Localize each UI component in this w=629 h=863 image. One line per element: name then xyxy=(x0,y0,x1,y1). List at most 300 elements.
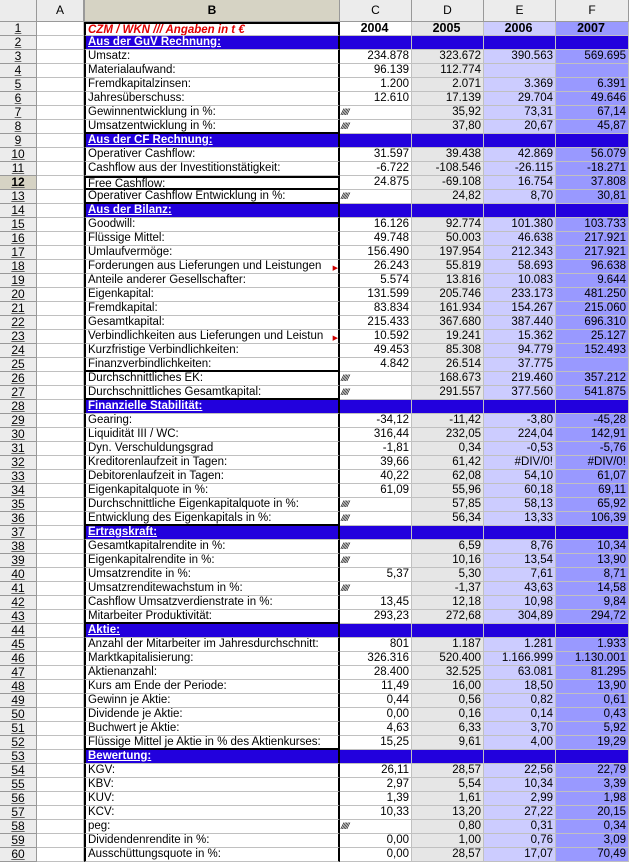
value-cell-2004[interactable]: 31.597 xyxy=(340,148,412,162)
value-cell-2005[interactable]: 28,57 xyxy=(412,848,484,862)
value-cell-2005[interactable]: 232,05 xyxy=(412,428,484,442)
cell[interactable] xyxy=(37,694,84,708)
cell[interactable] xyxy=(37,778,84,792)
row-label[interactable] xyxy=(84,274,340,288)
cell[interactable] xyxy=(37,274,84,288)
value-cell-2004[interactable]: ///// xyxy=(340,820,412,834)
cell[interactable] xyxy=(37,162,84,176)
row-header[interactable]: 8 xyxy=(0,120,37,134)
value-cell-2004[interactable]: 0,00 xyxy=(340,708,412,722)
row-header[interactable]: 13 xyxy=(0,190,37,204)
row-label[interactable] xyxy=(84,820,340,834)
value-cell-2004[interactable]: 156.490 xyxy=(340,246,412,260)
value-cell-2005[interactable]: 85.308 xyxy=(412,344,484,358)
row-header[interactable]: 27 xyxy=(0,386,37,400)
value-cell-2007[interactable]: 294,72 xyxy=(556,610,629,624)
value-cell-2007[interactable]: 81.295 xyxy=(556,666,629,680)
cell[interactable] xyxy=(37,50,84,64)
row-header[interactable]: 18 xyxy=(0,260,37,274)
column-header-f[interactable]: F xyxy=(556,0,629,22)
value-cell-2006[interactable] xyxy=(484,204,556,218)
row-label[interactable] xyxy=(84,610,340,624)
row-header[interactable]: 38 xyxy=(0,540,37,554)
value-cell-2005[interactable]: 0,56 xyxy=(412,694,484,708)
row-header[interactable]: 21 xyxy=(0,302,37,316)
value-cell-2007[interactable]: 37.808 xyxy=(556,176,629,190)
row-header[interactable]: 33 xyxy=(0,470,37,484)
value-cell-2004[interactable]: 0,00 xyxy=(340,848,412,862)
column-header-a[interactable]: A xyxy=(37,0,84,22)
row-header[interactable]: 46 xyxy=(0,652,37,666)
cell[interactable] xyxy=(37,498,84,512)
row-label[interactable] xyxy=(84,470,340,484)
value-cell-2007[interactable]: 19,29 xyxy=(556,736,629,750)
value-cell-2006[interactable]: 0,82 xyxy=(484,694,556,708)
cell[interactable] xyxy=(37,666,84,680)
value-cell-2006[interactable]: 13,54 xyxy=(484,554,556,568)
section-label[interactable] xyxy=(84,526,340,540)
value-cell-2004[interactable]: 2,97 xyxy=(340,778,412,792)
row-label[interactable] xyxy=(84,176,340,190)
value-cell-2005[interactable]: 205.746 xyxy=(412,288,484,302)
value-cell-2004[interactable]: -1,81 xyxy=(340,442,412,456)
value-cell-2005[interactable] xyxy=(412,526,484,540)
row-label[interactable] xyxy=(84,442,340,456)
value-cell-2005[interactable] xyxy=(412,36,484,50)
cell[interactable] xyxy=(37,834,84,848)
row-header[interactable]: 57 xyxy=(0,806,37,820)
row-header[interactable]: 40 xyxy=(0,568,37,582)
value-cell-2005[interactable]: 1,00 xyxy=(412,834,484,848)
cell[interactable] xyxy=(37,260,84,274)
value-cell-2006[interactable]: 60,18 xyxy=(484,484,556,498)
value-cell-2006[interactable]: 390.563 xyxy=(484,50,556,64)
cell[interactable] xyxy=(37,792,84,806)
row-header[interactable]: 23 xyxy=(0,330,37,344)
value-cell-2006[interactable]: 37.775 xyxy=(484,358,556,372)
value-cell-2005[interactable]: -1,37 xyxy=(412,582,484,596)
row-label[interactable] xyxy=(84,316,340,330)
value-cell-2006[interactable]: 17,07 xyxy=(484,848,556,862)
row-header[interactable]: 53 xyxy=(0,750,37,764)
value-cell-2006[interactable]: 1.281 xyxy=(484,638,556,652)
cell[interactable] xyxy=(37,708,84,722)
row-label[interactable] xyxy=(84,92,340,106)
year-header-2005[interactable]: 2005 xyxy=(412,22,484,36)
row-label[interactable] xyxy=(84,456,340,470)
value-cell-2004[interactable]: 15,25 xyxy=(340,736,412,750)
section-label[interactable] xyxy=(84,624,340,638)
value-cell-2005[interactable]: 12,18 xyxy=(412,596,484,610)
value-cell-2005[interactable] xyxy=(412,134,484,148)
value-cell-2006[interactable]: 4,00 xyxy=(484,736,556,750)
value-cell-2005[interactable]: 323.672 xyxy=(412,50,484,64)
cell[interactable] xyxy=(37,596,84,610)
value-cell-2007[interactable]: 0,43 xyxy=(556,708,629,722)
row-header[interactable]: 7 xyxy=(0,106,37,120)
value-cell-2005[interactable]: -108.546 xyxy=(412,162,484,176)
row-label[interactable] xyxy=(84,78,340,92)
row-header[interactable]: 52 xyxy=(0,736,37,750)
row-header[interactable]: 37 xyxy=(0,526,37,540)
value-cell-2006[interactable]: 387.440 xyxy=(484,316,556,330)
value-cell-2004[interactable]: 10.592 xyxy=(340,330,412,344)
value-cell-2007[interactable]: 13,90 xyxy=(556,680,629,694)
value-cell-2007[interactable]: -5,76 xyxy=(556,442,629,456)
value-cell-2005[interactable]: 56,34 xyxy=(412,512,484,526)
value-cell-2004[interactable] xyxy=(340,750,412,764)
value-cell-2005[interactable]: 26.514 xyxy=(412,358,484,372)
value-cell-2004[interactable] xyxy=(340,204,412,218)
value-cell-2007[interactable]: 49.646 xyxy=(556,92,629,106)
value-cell-2005[interactable]: -69.108 xyxy=(412,176,484,190)
cell[interactable] xyxy=(37,316,84,330)
row-header[interactable]: 19 xyxy=(0,274,37,288)
row-header[interactable]: 59 xyxy=(0,834,37,848)
value-cell-2005[interactable]: 0,80 xyxy=(412,820,484,834)
row-header[interactable]: 32 xyxy=(0,456,37,470)
row-header[interactable]: 6 xyxy=(0,92,37,106)
column-header-c[interactable]: C xyxy=(340,0,412,22)
value-cell-2006[interactable] xyxy=(484,134,556,148)
value-cell-2006[interactable]: 7,61 xyxy=(484,568,556,582)
value-cell-2007[interactable] xyxy=(556,64,629,78)
cell[interactable] xyxy=(37,722,84,736)
cell[interactable] xyxy=(37,218,84,232)
cell[interactable] xyxy=(37,344,84,358)
value-cell-2006[interactable]: 101.380 xyxy=(484,218,556,232)
value-cell-2005[interactable]: 55,96 xyxy=(412,484,484,498)
row-header[interactable]: 2 xyxy=(0,36,37,50)
row-header[interactable]: 1 xyxy=(0,22,37,36)
value-cell-2005[interactable]: 9,61 xyxy=(412,736,484,750)
column-header-e[interactable]: E xyxy=(484,0,556,22)
value-cell-2004[interactable]: ///// xyxy=(340,512,412,526)
value-cell-2004[interactable]: ///// xyxy=(340,554,412,568)
section-label[interactable] xyxy=(84,750,340,764)
value-cell-2005[interactable]: 6,59 xyxy=(412,540,484,554)
value-cell-2004[interactable] xyxy=(340,400,412,414)
cell[interactable] xyxy=(37,330,84,344)
row-label[interactable] xyxy=(84,568,340,582)
row-header[interactable]: 15 xyxy=(0,218,37,232)
cell[interactable] xyxy=(37,736,84,750)
value-cell-2006[interactable]: 29.704 xyxy=(484,92,556,106)
cell[interactable] xyxy=(37,652,84,666)
value-cell-2007[interactable]: 45,87 xyxy=(556,120,629,134)
value-cell-2004[interactable]: 131.599 xyxy=(340,288,412,302)
value-cell-2004[interactable]: 1.200 xyxy=(340,78,412,92)
row-header[interactable]: 49 xyxy=(0,694,37,708)
value-cell-2006[interactable]: 0,31 xyxy=(484,820,556,834)
cell[interactable] xyxy=(37,848,84,862)
row-header[interactable]: 56 xyxy=(0,792,37,806)
cell[interactable] xyxy=(37,134,84,148)
value-cell-2006[interactable] xyxy=(484,400,556,414)
value-cell-2005[interactable]: 291.557 xyxy=(412,386,484,400)
value-cell-2004[interactable]: 16.126 xyxy=(340,218,412,232)
cell[interactable] xyxy=(37,288,84,302)
row-label[interactable] xyxy=(84,344,340,358)
value-cell-2004[interactable]: 40,22 xyxy=(340,470,412,484)
value-cell-2004[interactable]: ///// xyxy=(340,106,412,120)
row-label[interactable] xyxy=(84,708,340,722)
value-cell-2004[interactable] xyxy=(340,36,412,50)
row-header[interactable]: 16 xyxy=(0,232,37,246)
row-label[interactable] xyxy=(84,50,340,64)
row-header[interactable]: 50 xyxy=(0,708,37,722)
value-cell-2005[interactable]: 13,20 xyxy=(412,806,484,820)
value-cell-2007[interactable] xyxy=(556,400,629,414)
value-cell-2004[interactable]: 4,63 xyxy=(340,722,412,736)
value-cell-2005[interactable]: 5,54 xyxy=(412,778,484,792)
value-cell-2006[interactable]: 3.369 xyxy=(484,78,556,92)
cell[interactable] xyxy=(37,638,84,652)
cell[interactable] xyxy=(37,680,84,694)
value-cell-2007[interactable] xyxy=(556,358,629,372)
row-header[interactable]: 25 xyxy=(0,358,37,372)
value-cell-2005[interactable]: 28,57 xyxy=(412,764,484,778)
value-cell-2005[interactable]: 17.139 xyxy=(412,92,484,106)
value-cell-2007[interactable]: 10,34 xyxy=(556,540,629,554)
row-label[interactable] xyxy=(84,386,340,400)
value-cell-2007[interactable]: 217.921 xyxy=(556,232,629,246)
value-cell-2004[interactable]: 5.574 xyxy=(340,274,412,288)
row-label[interactable] xyxy=(84,218,340,232)
row-header[interactable]: 22 xyxy=(0,316,37,330)
row-label[interactable] xyxy=(84,652,340,666)
column-header-b[interactable]: B xyxy=(84,0,340,22)
cell[interactable] xyxy=(37,456,84,470)
value-cell-2004[interactable]: ///// xyxy=(340,498,412,512)
value-cell-2006[interactable]: 94.779 xyxy=(484,344,556,358)
row-header[interactable]: 26 xyxy=(0,372,37,386)
value-cell-2007[interactable]: 5,92 xyxy=(556,722,629,736)
value-cell-2005[interactable]: 197.954 xyxy=(412,246,484,260)
row-header[interactable]: 24 xyxy=(0,344,37,358)
value-cell-2006[interactable]: 46.638 xyxy=(484,232,556,246)
value-cell-2004[interactable]: 801 xyxy=(340,638,412,652)
value-cell-2007[interactable]: 0,61 xyxy=(556,694,629,708)
value-cell-2006[interactable]: 233.173 xyxy=(484,288,556,302)
row-label[interactable] xyxy=(84,554,340,568)
value-cell-2007[interactable]: 96.638 xyxy=(556,260,629,274)
value-cell-2006[interactable]: 10,34 xyxy=(484,778,556,792)
value-cell-2005[interactable]: 19.241 xyxy=(412,330,484,344)
value-cell-2004[interactable]: 10,33 xyxy=(340,806,412,820)
value-cell-2007[interactable]: 8,71 xyxy=(556,568,629,582)
cell[interactable] xyxy=(37,190,84,204)
value-cell-2006[interactable]: 304,89 xyxy=(484,610,556,624)
value-cell-2004[interactable]: 13,45 xyxy=(340,596,412,610)
value-cell-2007[interactable]: 357.212 xyxy=(556,372,629,386)
value-cell-2005[interactable]: 520.400 xyxy=(412,652,484,666)
value-cell-2006[interactable] xyxy=(484,750,556,764)
row-header[interactable]: 55 xyxy=(0,778,37,792)
value-cell-2006[interactable]: 3,70 xyxy=(484,722,556,736)
value-cell-2006[interactable] xyxy=(484,526,556,540)
row-label[interactable] xyxy=(84,582,340,596)
value-cell-2006[interactable]: 377.560 xyxy=(484,386,556,400)
value-cell-2007[interactable]: 569.695 xyxy=(556,50,629,64)
value-cell-2005[interactable]: 37,80 xyxy=(412,120,484,134)
cell[interactable] xyxy=(37,148,84,162)
value-cell-2004[interactable]: 83.834 xyxy=(340,302,412,316)
value-cell-2007[interactable]: 217.921 xyxy=(556,246,629,260)
row-label[interactable] xyxy=(84,666,340,680)
value-cell-2005[interactable]: 2.071 xyxy=(412,78,484,92)
value-cell-2004[interactable]: 4.842 xyxy=(340,358,412,372)
cell[interactable] xyxy=(37,22,84,36)
value-cell-2004[interactable]: 28.400 xyxy=(340,666,412,680)
cell[interactable] xyxy=(37,302,84,316)
value-cell-2004[interactable]: 11,49 xyxy=(340,680,412,694)
cell[interactable] xyxy=(37,442,84,456)
row-header[interactable]: 5 xyxy=(0,78,37,92)
value-cell-2004[interactable]: -6.722 xyxy=(340,162,412,176)
value-cell-2004[interactable]: 96.139 xyxy=(340,64,412,78)
cell[interactable] xyxy=(37,106,84,120)
row-header[interactable]: 42 xyxy=(0,596,37,610)
value-cell-2005[interactable]: 272,68 xyxy=(412,610,484,624)
row-header[interactable]: 44 xyxy=(0,624,37,638)
row-header[interactable]: 29 xyxy=(0,414,37,428)
value-cell-2007[interactable]: 1.933 xyxy=(556,638,629,652)
value-cell-2004[interactable] xyxy=(340,624,412,638)
value-cell-2007[interactable]: 3,39 xyxy=(556,778,629,792)
row-label[interactable] xyxy=(84,638,340,652)
row-label[interactable] xyxy=(84,246,340,260)
year-header-2006[interactable]: 2006 xyxy=(484,22,556,36)
value-cell-2004[interactable]: 215.433 xyxy=(340,316,412,330)
value-cell-2004[interactable]: 49.453 xyxy=(340,344,412,358)
value-cell-2006[interactable]: 27,22 xyxy=(484,806,556,820)
value-cell-2005[interactable]: 92.774 xyxy=(412,218,484,232)
value-cell-2007[interactable] xyxy=(556,750,629,764)
value-cell-2004[interactable] xyxy=(340,134,412,148)
row-label[interactable] xyxy=(84,358,340,372)
value-cell-2005[interactable]: 0,34 xyxy=(412,442,484,456)
value-cell-2004[interactable]: 26.243 xyxy=(340,260,412,274)
value-cell-2004[interactable]: 0,00 xyxy=(340,834,412,848)
row-label[interactable] xyxy=(84,64,340,78)
row-label[interactable] xyxy=(84,512,340,526)
cell[interactable] xyxy=(37,176,84,190)
value-cell-2005[interactable]: 168.673 xyxy=(412,372,484,386)
cell[interactable] xyxy=(37,78,84,92)
select-all-corner[interactable] xyxy=(0,0,37,22)
cell[interactable] xyxy=(37,400,84,414)
value-cell-2006[interactable]: 63.081 xyxy=(484,666,556,680)
value-cell-2006[interactable] xyxy=(484,36,556,50)
row-header[interactable]: 3 xyxy=(0,50,37,64)
value-cell-2006[interactable]: 15.362 xyxy=(484,330,556,344)
value-cell-2007[interactable]: 30,81 xyxy=(556,190,629,204)
value-cell-2007[interactable]: 1,98 xyxy=(556,792,629,806)
value-cell-2004[interactable]: 326.316 xyxy=(340,652,412,666)
row-header[interactable]: 45 xyxy=(0,638,37,652)
value-cell-2006[interactable]: 10,98 xyxy=(484,596,556,610)
value-cell-2006[interactable]: 58.693 xyxy=(484,260,556,274)
row-label[interactable] xyxy=(84,414,340,428)
value-cell-2004[interactable]: ///// xyxy=(340,540,412,554)
sheet-title-cell[interactable]: CZM / WKN /// Angaben in t € xyxy=(84,22,340,36)
value-cell-2004[interactable]: ///// xyxy=(340,190,412,204)
section-label[interactable] xyxy=(84,400,340,414)
value-cell-2005[interactable]: 50.003 xyxy=(412,232,484,246)
value-cell-2006[interactable]: 43,63 xyxy=(484,582,556,596)
row-label[interactable] xyxy=(84,372,340,386)
value-cell-2005[interactable]: 1,61 xyxy=(412,792,484,806)
value-cell-2007[interactable]: 1.130.001 xyxy=(556,652,629,666)
row-header[interactable]: 9 xyxy=(0,134,37,148)
value-cell-2004[interactable]: 61,09 xyxy=(340,484,412,498)
cell[interactable] xyxy=(37,204,84,218)
value-cell-2007[interactable] xyxy=(556,204,629,218)
value-cell-2007[interactable]: 103.733 xyxy=(556,218,629,232)
value-cell-2007[interactable]: 142,91 xyxy=(556,428,629,442)
value-cell-2005[interactable]: 62,08 xyxy=(412,470,484,484)
value-cell-2005[interactable]: 10,16 xyxy=(412,554,484,568)
value-cell-2006[interactable]: 212.343 xyxy=(484,246,556,260)
value-cell-2004[interactable] xyxy=(340,526,412,540)
row-header[interactable]: 14 xyxy=(0,204,37,218)
value-cell-2006[interactable]: 0,14 xyxy=(484,708,556,722)
value-cell-2004[interactable]: 293,23 xyxy=(340,610,412,624)
value-cell-2005[interactable]: 112.774 xyxy=(412,64,484,78)
value-cell-2007[interactable]: 106,39 xyxy=(556,512,629,526)
row-label[interactable] xyxy=(84,302,340,316)
row-header[interactable]: 17 xyxy=(0,246,37,260)
row-label[interactable] xyxy=(84,792,340,806)
row-label[interactable] xyxy=(84,106,340,120)
cell[interactable] xyxy=(37,512,84,526)
value-cell-2005[interactable]: 367.680 xyxy=(412,316,484,330)
row-header[interactable]: 28 xyxy=(0,400,37,414)
value-cell-2007[interactable]: 70,49 xyxy=(556,848,629,862)
value-cell-2006[interactable]: -0,53 xyxy=(484,442,556,456)
row-label[interactable] xyxy=(84,498,340,512)
value-cell-2006[interactable]: 42.869 xyxy=(484,148,556,162)
cell[interactable] xyxy=(37,386,84,400)
value-cell-2005[interactable]: 1.187 xyxy=(412,638,484,652)
value-cell-2006[interactable]: 18,50 xyxy=(484,680,556,694)
row-label[interactable] xyxy=(84,162,340,176)
value-cell-2006[interactable]: 58,13 xyxy=(484,498,556,512)
value-cell-2007[interactable]: 65,92 xyxy=(556,498,629,512)
row-label[interactable] xyxy=(84,190,340,204)
row-label[interactable] xyxy=(84,330,340,344)
value-cell-2004[interactable]: 0,44 xyxy=(340,694,412,708)
value-cell-2006[interactable]: 13,33 xyxy=(484,512,556,526)
value-cell-2006[interactable]: 0,76 xyxy=(484,834,556,848)
cell[interactable] xyxy=(37,64,84,78)
cell[interactable] xyxy=(37,582,84,596)
cell[interactable] xyxy=(37,36,84,50)
value-cell-2006[interactable]: 8,70 xyxy=(484,190,556,204)
value-cell-2006[interactable]: 154.267 xyxy=(484,302,556,316)
row-header[interactable]: 54 xyxy=(0,764,37,778)
value-cell-2004[interactable]: 5,37 xyxy=(340,568,412,582)
value-cell-2007[interactable]: 20,15 xyxy=(556,806,629,820)
year-header-2007[interactable]: 2007 xyxy=(556,22,629,36)
value-cell-2007[interactable]: -45,28 xyxy=(556,414,629,428)
row-header[interactable]: 48 xyxy=(0,680,37,694)
value-cell-2005[interactable] xyxy=(412,750,484,764)
value-cell-2005[interactable]: 161.934 xyxy=(412,302,484,316)
value-cell-2007[interactable] xyxy=(556,624,629,638)
cell[interactable] xyxy=(37,624,84,638)
